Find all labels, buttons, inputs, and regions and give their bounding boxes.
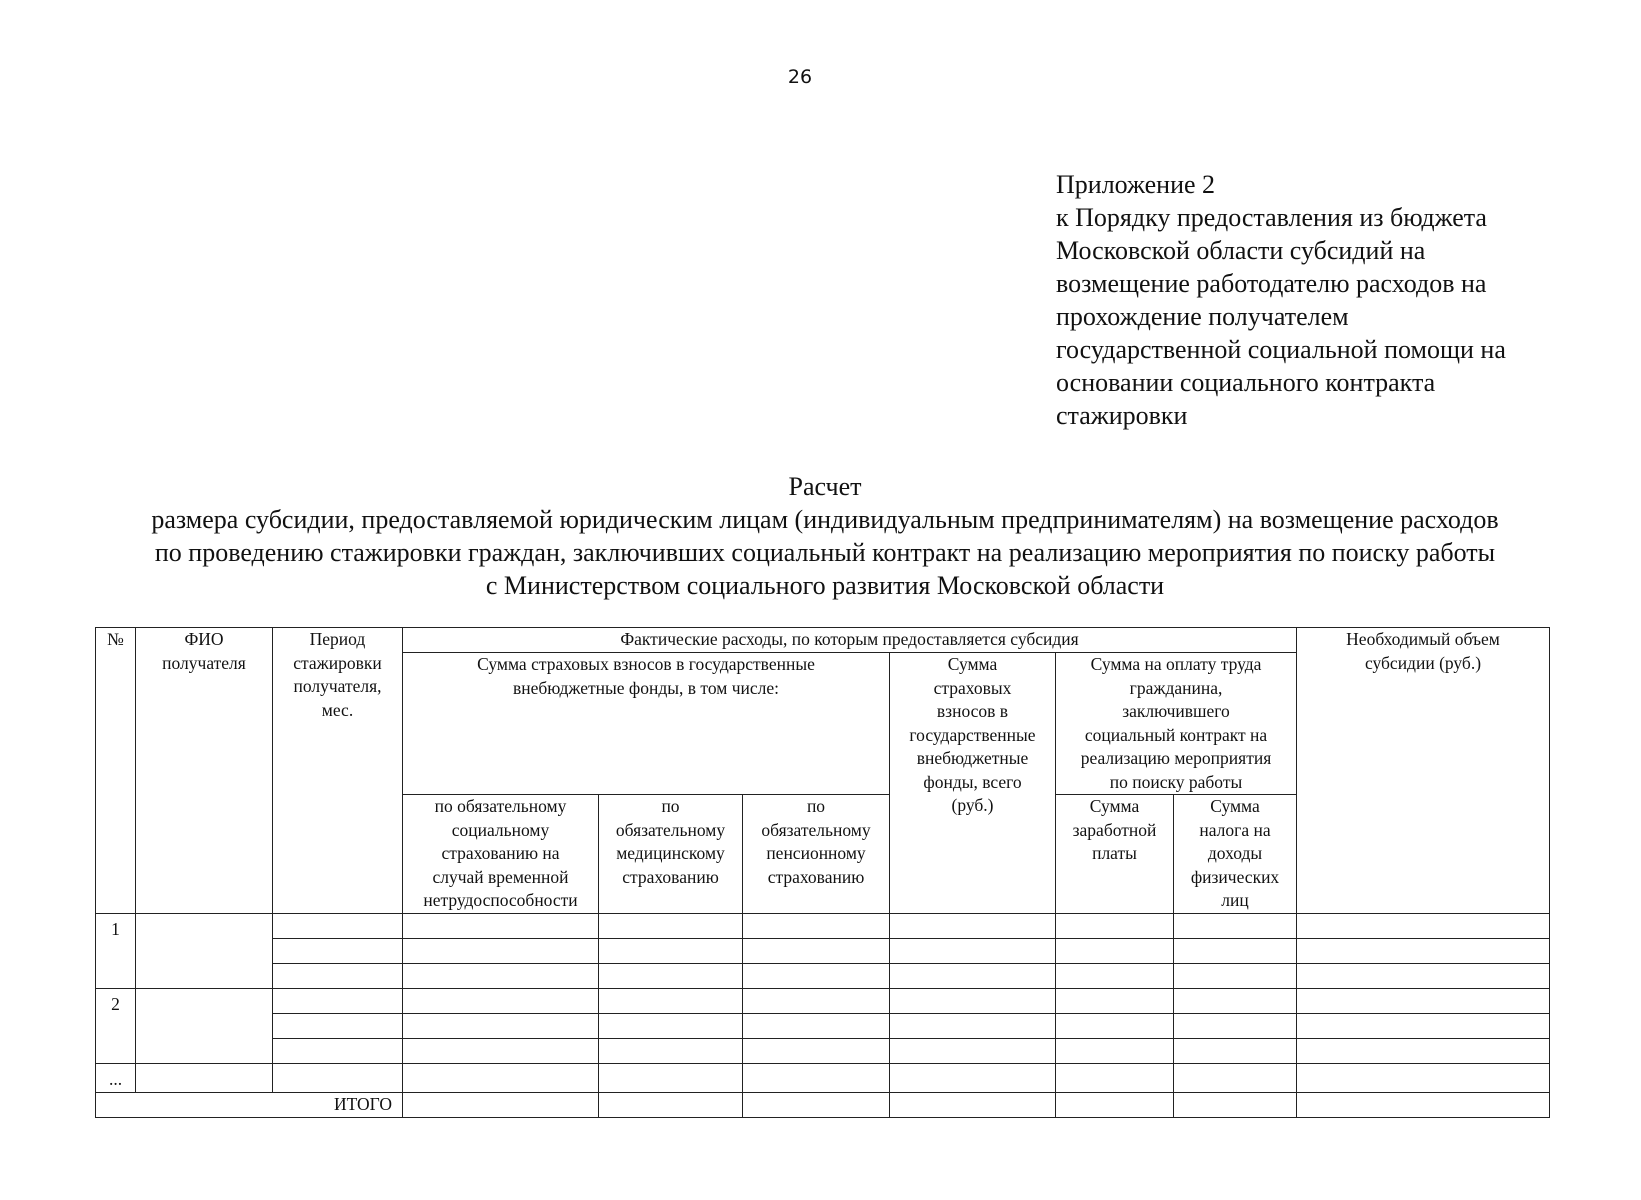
table-cell [890, 1014, 1056, 1039]
header-insurance-pension: по обязательному пенсионному страхованию [743, 795, 890, 914]
row-number: ... [96, 1064, 136, 1093]
appendix-line: основании социального контракта [1056, 368, 1436, 397]
header-salary: Сумма заработной платы [1056, 795, 1174, 914]
table-cell [599, 1093, 743, 1118]
title-line: по проведению стажировки граждан, заключивших социальный контракт на реализацию мероприятия по поиску работы [154, 538, 1496, 567]
table-cell [890, 939, 1056, 964]
header-income-tax: Сумма налога на доходы физических лиц [1174, 795, 1297, 914]
table-row [96, 1039, 1550, 1064]
header-labor-group: Сумма на оплату труда гражданина, заключившего социальный контракт на реализацию мероприятия по поиску работы [1056, 653, 1297, 795]
table-cell [890, 1093, 1056, 1118]
table-cell [1297, 1014, 1550, 1039]
table-cell [1297, 914, 1550, 939]
cell-fio [136, 989, 273, 1064]
header-fio: ФИО получателя [136, 628, 273, 914]
table-cell [743, 989, 890, 1014]
table-cell [743, 1014, 890, 1039]
header-insurance-total: Сумма страховых взносов в государственные внебюджетные фонды, всего (руб.) [890, 653, 1056, 914]
table-cell [1056, 939, 1174, 964]
table-cell [403, 939, 599, 964]
table-cell [273, 1039, 403, 1064]
cell-fio [136, 914, 273, 989]
header-insurance-temporary: по обязательному социальному страхованию на случай временной нетрудоспособности [403, 795, 599, 914]
table-cell [403, 1039, 599, 1064]
table-cell [1174, 939, 1297, 964]
table-cell [743, 914, 890, 939]
table-cell [743, 1093, 890, 1118]
table-row [96, 914, 1550, 939]
appendix-line: Приложение 2 [1056, 170, 1216, 199]
cell-fio [136, 1064, 273, 1093]
table-cell [890, 964, 1056, 989]
appendix-line: возмещение работодателю расходов на [1056, 269, 1487, 298]
table-cell [890, 1064, 1056, 1093]
table-cell [599, 1014, 743, 1039]
appendix-line: к Порядку предоставления из бюджета [1056, 203, 1487, 232]
table-cell [743, 1064, 890, 1093]
table-cell [403, 964, 599, 989]
header-number: № [96, 628, 136, 914]
table-cell [1297, 1039, 1550, 1064]
row-number: 1 [96, 914, 136, 989]
table-cell [599, 989, 743, 1014]
table-cell [273, 964, 403, 989]
table-cell [1174, 1039, 1297, 1064]
appendix-line: Московской области субсидий на [1056, 236, 1426, 265]
table-cell [1297, 989, 1550, 1014]
table-cell [1056, 914, 1174, 939]
row-number: 2 [96, 989, 136, 1064]
table-cell [1056, 1093, 1174, 1118]
page-number: 26 [787, 66, 813, 88]
table-cell [743, 939, 890, 964]
table-cell [599, 914, 743, 939]
table-cell [1174, 1014, 1297, 1039]
table-cell [1056, 1039, 1174, 1064]
table-cell [273, 989, 403, 1014]
title-heading: Расчет [788, 472, 862, 501]
table-cell [1174, 1093, 1297, 1118]
table-cell [1056, 989, 1174, 1014]
title-line: с Министерством социального развития Московской области [485, 571, 1165, 600]
table-cell [1174, 964, 1297, 989]
table-cell [1056, 1014, 1174, 1039]
table-cell [743, 964, 890, 989]
document-title [80, 470, 1570, 602]
table-cell [890, 989, 1056, 1014]
subsidy-calculation-table [95, 627, 1550, 1118]
table-cell [1174, 1064, 1297, 1093]
table-cell [1174, 914, 1297, 939]
table-cell [273, 914, 403, 939]
table-cell [403, 914, 599, 939]
table-cell [599, 1039, 743, 1064]
header-actual-expenses: Фактические расходы, по которым предоставляется субсидия [403, 628, 1297, 653]
header-insurance-medical: по обязательному медицинскому страхованию [599, 795, 743, 914]
title-line: размера субсидии, предоставляемой юридическим лицам (индивидуальным предпринимателям) на возмещение расходов [151, 505, 1499, 534]
table-cell [743, 1039, 890, 1064]
table-cell [403, 1014, 599, 1039]
table-cell [1056, 1064, 1174, 1093]
table-row [96, 939, 1550, 964]
table-cell [273, 1014, 403, 1039]
appendix-line: стажировки [1056, 401, 1188, 430]
appendix-line: государственной социальной помощи на [1056, 335, 1506, 364]
table-cell [599, 939, 743, 964]
header-period: Период стажировки получателя, мес. [273, 628, 403, 914]
total-label: ИТОГО [96, 1093, 403, 1118]
table-cell [1297, 1064, 1550, 1093]
table-cell [403, 1093, 599, 1118]
table-row [96, 1014, 1550, 1039]
table-cell [273, 1064, 403, 1093]
table-cell [890, 914, 1056, 939]
appendix-line: прохождение получателем [1056, 302, 1349, 331]
table-cell [403, 989, 599, 1014]
table-cell [599, 1064, 743, 1093]
table-cell [1297, 1093, 1550, 1118]
table-cell [1297, 964, 1550, 989]
table-cell [1056, 964, 1174, 989]
table-cell [273, 939, 403, 964]
header-required-subsidy: Необходимый объем субсидии (руб.) [1297, 628, 1550, 914]
table-cell [403, 1064, 599, 1093]
table-row [96, 1064, 1550, 1093]
table-cell [1297, 939, 1550, 964]
table-row [96, 989, 1550, 1014]
table-cell [599, 964, 743, 989]
appendix-block [1056, 168, 1596, 432]
table-row [96, 964, 1550, 989]
header-insurance-group: Сумма страховых взносов в государственные внебюджетные фонды, в том числе: [403, 653, 890, 795]
total-row [96, 1093, 1550, 1118]
table-cell [1174, 989, 1297, 1014]
table-cell [890, 1039, 1056, 1064]
